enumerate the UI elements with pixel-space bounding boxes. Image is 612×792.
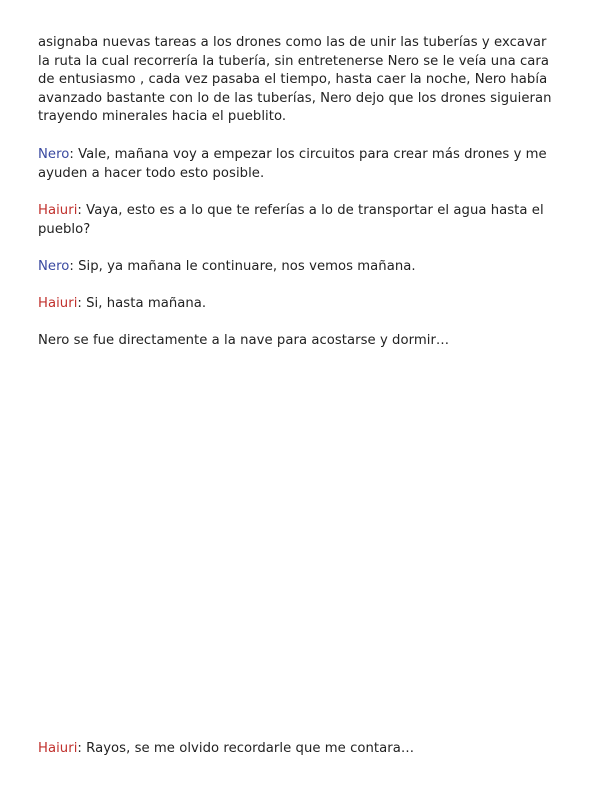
dialogue-text: : Vaya, esto es a lo que te referías a lo de transportar el agua hasta el pueblo? (38, 203, 544, 237)
dialogue-haiuri-1 (38, 202, 558, 239)
speaker-name-haiuri: Haiuri (38, 203, 78, 218)
speaker-name-haiuri: Haiuri (38, 741, 78, 756)
dialogue-text: : Rayos, se me olvido recordarle que me contara… (77, 741, 415, 756)
speaker-name-haiuri: Haiuri (38, 296, 78, 311)
speaker-name-nero: Nero (38, 147, 70, 162)
dialogue-text: : Sip, ya mañana le continuare, nos vemos mañana. (69, 259, 416, 274)
narration-paragraph-1 (38, 34, 558, 127)
dialogue-nero-1 (38, 146, 558, 183)
speaker-name-nero: Nero (38, 259, 70, 274)
narration-text: asignaba nuevas tareas a los drones como las de unir las tuberías y excavar la ruta la cual recorrería la tubería, sin entretenerse Nero se le veía una cara de entusiasmo , cada vez pasaba el tiempo, hasta caer la noche, Nero había avanzado bastante con lo de las tuberías, Nero dejo que los drones siguieran trayendo minerales hacia el pueblito. (38, 35, 552, 125)
dialogue-text: : Si, hasta mañana. (77, 296, 207, 311)
dialogue-text: : Vale, mañana voy a empezar los circuitos para crear más drones y me ayuden a hacer todo esto posible. (38, 147, 547, 181)
narration-paragraph-2 (38, 332, 558, 351)
dialogue-haiuri-3 (38, 740, 558, 759)
dialogue-haiuri-2 (38, 295, 558, 314)
dialogue-nero-2 (38, 258, 558, 277)
narration-text: Nero se fue directamente a la nave para acostarse y dormir… (38, 333, 450, 348)
